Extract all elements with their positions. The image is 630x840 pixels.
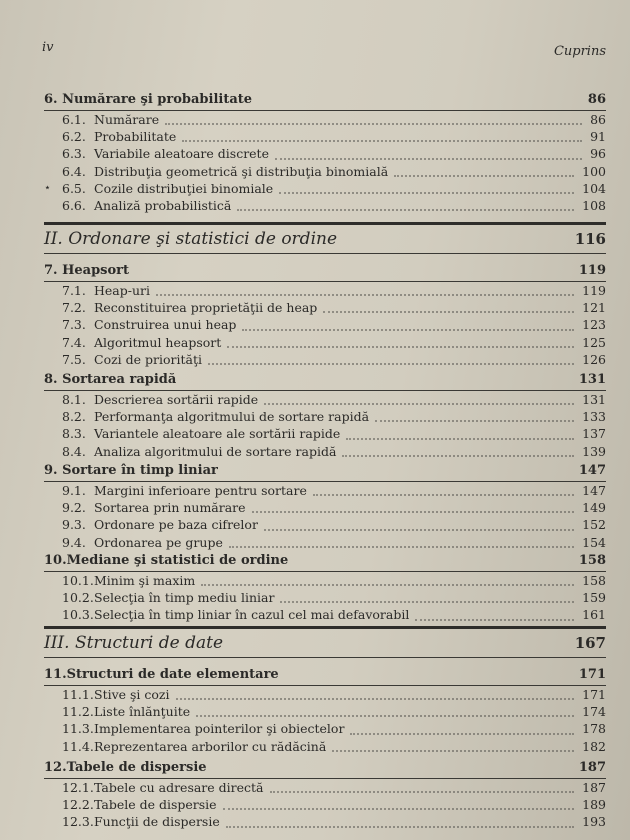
- dot-leader: [270, 791, 574, 793]
- section-title: Implementarea pointerilor şi obiectelor: [94, 721, 345, 737]
- dot-leader: [275, 158, 582, 160]
- section-page: 108: [582, 197, 606, 213]
- section-number: 9.1.: [62, 483, 86, 498]
- part-title: II. Ordonare şi statistici de ordine: [44, 229, 338, 249]
- dot-leader: [182, 140, 582, 142]
- page-number: iv: [42, 40, 54, 55]
- chapter-page: 147: [578, 463, 606, 478]
- dot-leader: [375, 420, 574, 422]
- toc-section-row: [44, 129, 606, 146]
- toc-section-row: [44, 164, 606, 181]
- section-number: 11.3.: [62, 721, 94, 737]
- section-title: Stive şi cozi: [94, 687, 170, 702]
- dot-leader: [176, 698, 574, 700]
- dot-leader: [415, 619, 574, 621]
- section-title: Minim şi maxim: [94, 573, 196, 588]
- dot-leader: [350, 733, 574, 735]
- section-title: Probabilitate: [94, 129, 177, 145]
- chapter-page: 86: [587, 92, 606, 107]
- section-title: Ordonarea pe grupe: [94, 534, 223, 550]
- section-page: 119: [582, 283, 606, 298]
- starred-section-marker: ⋆: [44, 180, 51, 194]
- section-title: Descrierea sortării rapide: [94, 392, 259, 407]
- dot-leader: [323, 311, 574, 313]
- toc-section-row: [44, 426, 606, 443]
- section-number: 11.1.: [62, 687, 94, 702]
- chapter-title: 9. Sortare în timp liniar: [44, 463, 218, 478]
- section-page: 131: [582, 392, 606, 407]
- toc-section-row: [44, 483, 606, 500]
- toc-section-row: [44, 797, 606, 814]
- toc-section-row: [44, 704, 606, 721]
- toc-section-row: [44, 500, 606, 517]
- dot-leader: [201, 584, 574, 586]
- section-title: Ordonare pe baza cifrelor: [94, 517, 258, 533]
- section-page: 189: [582, 797, 606, 813]
- section-page: 152: [582, 517, 606, 533]
- toc-section-row: [44, 317, 606, 334]
- section-title: Cozile distribuţiei binomiale: [94, 180, 274, 196]
- section-number: 10.1.: [62, 573, 94, 588]
- dot-leader: [208, 363, 574, 365]
- section-number: 10.3.: [62, 607, 94, 623]
- dot-leader: [280, 601, 574, 603]
- toc-section-row: [44, 409, 606, 426]
- chapter-10: [44, 553, 606, 625]
- dot-leader: [264, 529, 574, 531]
- dot-leader: [223, 808, 574, 810]
- dot-leader: [394, 175, 574, 177]
- section-number: 8.2.: [62, 409, 86, 425]
- section-title: Construirea unui heap: [94, 317, 237, 333]
- section-title: Variabile aleatoare discrete: [94, 146, 269, 162]
- section-number: 7.3.: [62, 317, 86, 333]
- section-title: Performanţa algoritmului de sortare rapidă: [94, 409, 370, 425]
- part-page: 116: [574, 230, 606, 248]
- section-page: 174: [582, 704, 606, 720]
- section-page: 86: [590, 112, 606, 127]
- section-page: 187: [582, 780, 606, 795]
- chapter-page: 158: [578, 553, 606, 568]
- section-number: 12.3.: [62, 814, 94, 830]
- toc-section-row: [44, 780, 606, 797]
- part-title: III. Structuri de date: [44, 633, 224, 653]
- section-title: Distribuţia geometrică şi distribuţia binomială: [94, 163, 389, 179]
- dot-leader: [226, 826, 574, 828]
- section-page: 133: [582, 409, 606, 425]
- section-title: Analiză probabilistică: [94, 197, 232, 213]
- chapter-page: 187: [578, 760, 606, 775]
- toc-section-row: [44, 283, 606, 300]
- section-number: 9.2.: [62, 500, 86, 516]
- section-number: 9.3.: [62, 517, 86, 533]
- dot-leader: [313, 494, 574, 496]
- section-page: 121: [582, 300, 606, 316]
- section-page: 159: [582, 590, 606, 606]
- toc-section-row: [44, 687, 606, 704]
- chapter-7: [44, 263, 606, 369]
- section-number: 9.4.: [62, 534, 86, 550]
- section-page: 137: [582, 426, 606, 442]
- dot-leader: [229, 546, 574, 548]
- running-header: Cuprins: [553, 44, 606, 59]
- section-number: 6.4.: [62, 163, 86, 179]
- section-title: Tabele de dispersie: [94, 797, 217, 813]
- section-page: 178: [582, 721, 606, 737]
- section-page: 96: [590, 146, 606, 162]
- section-number: 11.4.: [62, 738, 94, 754]
- chapter-title: 7. Heapsort: [44, 263, 130, 278]
- section-number: 10.2.: [62, 590, 94, 606]
- section-page: 125: [582, 334, 606, 350]
- section-title: Sortarea prin numărare: [94, 500, 246, 516]
- section-page: 104: [582, 180, 606, 196]
- section-title: Reprezentarea arborilor cu rădăcină: [94, 738, 327, 754]
- section-page: 182: [582, 738, 606, 754]
- chapter-title: 8. Sortarea rapidă: [44, 372, 177, 387]
- toc-section-row: [44, 444, 606, 461]
- section-number: 12.1.: [62, 780, 94, 795]
- dot-leader: [227, 346, 574, 348]
- toc-section-row: [44, 112, 606, 129]
- section-number: 6.1.: [62, 112, 86, 127]
- toc-section-row: [44, 352, 606, 369]
- section-title: Selecţia în timp mediu liniar: [94, 590, 275, 606]
- part-ii: [44, 222, 606, 254]
- section-number: 6.6.: [62, 197, 86, 213]
- section-number: 12.2.: [62, 797, 94, 813]
- dot-leader: [342, 455, 574, 457]
- section-page: 149: [582, 500, 606, 516]
- section-number: 7.4.: [62, 334, 86, 350]
- toc-section-row: [44, 181, 606, 198]
- section-title: Analiza algoritmului de sortare rapidă: [94, 443, 337, 459]
- chapter-9: [44, 463, 606, 552]
- dot-leader: [279, 192, 574, 194]
- section-page: 171: [582, 687, 606, 702]
- dot-leader: [196, 715, 574, 717]
- section-page: 147: [582, 483, 606, 498]
- chapter-title: 12.Tabele de dispersie: [44, 760, 207, 775]
- chapter-page: 131: [578, 372, 606, 387]
- dot-leader: [242, 329, 574, 331]
- section-title: Liste înlănţuite: [94, 704, 191, 720]
- section-page: 91: [590, 129, 606, 145]
- toc-section-row: [44, 535, 606, 552]
- section-title: Heap-uri: [94, 283, 150, 298]
- dot-leader: [252, 511, 574, 513]
- toc-section-row: [44, 335, 606, 352]
- chapter-title: 10.Mediane şi statistici de ordine: [44, 553, 289, 568]
- section-title: Selecţia în timp liniar în cazul cel mai defavorabil: [94, 607, 410, 623]
- section-title: Reconstituirea proprietăţii de heap: [94, 300, 318, 316]
- section-number: 6.3.: [62, 146, 86, 162]
- chapter-12: [44, 760, 606, 832]
- section-number: 6.5.: [62, 180, 86, 196]
- part-iii: [44, 626, 606, 658]
- dot-leader: [332, 750, 574, 752]
- section-number: 6.2.: [62, 129, 86, 145]
- section-number: 8.3.: [62, 426, 86, 442]
- dot-leader: [237, 209, 574, 211]
- section-number: 7.5.: [62, 351, 86, 367]
- chapter-6: [44, 92, 606, 215]
- toc-section-row: [44, 721, 606, 738]
- section-page: 126: [582, 351, 606, 367]
- section-page: 154: [582, 534, 606, 550]
- toc-section-row: [44, 590, 606, 607]
- chapter-page: 171: [578, 667, 606, 682]
- toc-section-row: [44, 392, 606, 409]
- section-title: Variantele aleatoare ale sortării rapide: [94, 426, 341, 442]
- section-page: 158: [582, 573, 606, 588]
- section-number: 7.1.: [62, 283, 86, 298]
- toc-section-row: [44, 300, 606, 317]
- section-title: Margini inferioare pentru sortare: [94, 483, 307, 498]
- section-number: 7.2.: [62, 300, 86, 316]
- chapter-page: 119: [578, 263, 606, 278]
- chapter-title: 11.Structuri de date elementare: [44, 667, 279, 682]
- section-title: Cozi de priorităţi: [94, 351, 202, 367]
- toc-section-row: [44, 198, 606, 215]
- toc-section-row: [44, 573, 606, 590]
- section-number: 11.2.: [62, 704, 94, 720]
- part-page: 167: [574, 634, 606, 652]
- toc-section-row: [44, 146, 606, 163]
- dot-leader: [165, 123, 582, 125]
- section-page: 161: [582, 607, 606, 623]
- section-title: Funcţii de dispersie: [94, 814, 220, 830]
- section-page: 100: [582, 163, 606, 179]
- section-page: 123: [582, 317, 606, 333]
- chapter-8: [44, 372, 606, 461]
- dot-leader: [156, 294, 574, 296]
- toc-section-row: [44, 739, 606, 756]
- dot-leader: [346, 438, 574, 440]
- section-title: Numărare: [94, 112, 160, 127]
- dot-leader: [264, 403, 574, 405]
- section-page: 139: [582, 443, 606, 459]
- chapter-title: 6. Numărare şi probabilitate: [44, 92, 253, 107]
- section-number: 8.1.: [62, 392, 86, 407]
- toc-section-row: [44, 607, 606, 624]
- section-number: 8.4.: [62, 443, 86, 459]
- toc-section-row: [44, 517, 606, 534]
- section-title: Tabele cu adresare directă: [94, 780, 264, 795]
- section-title: Algoritmul heapsort: [94, 334, 222, 350]
- section-page: 193: [582, 814, 606, 830]
- chapter-11: [44, 667, 606, 756]
- toc-section-row: [44, 814, 606, 831]
